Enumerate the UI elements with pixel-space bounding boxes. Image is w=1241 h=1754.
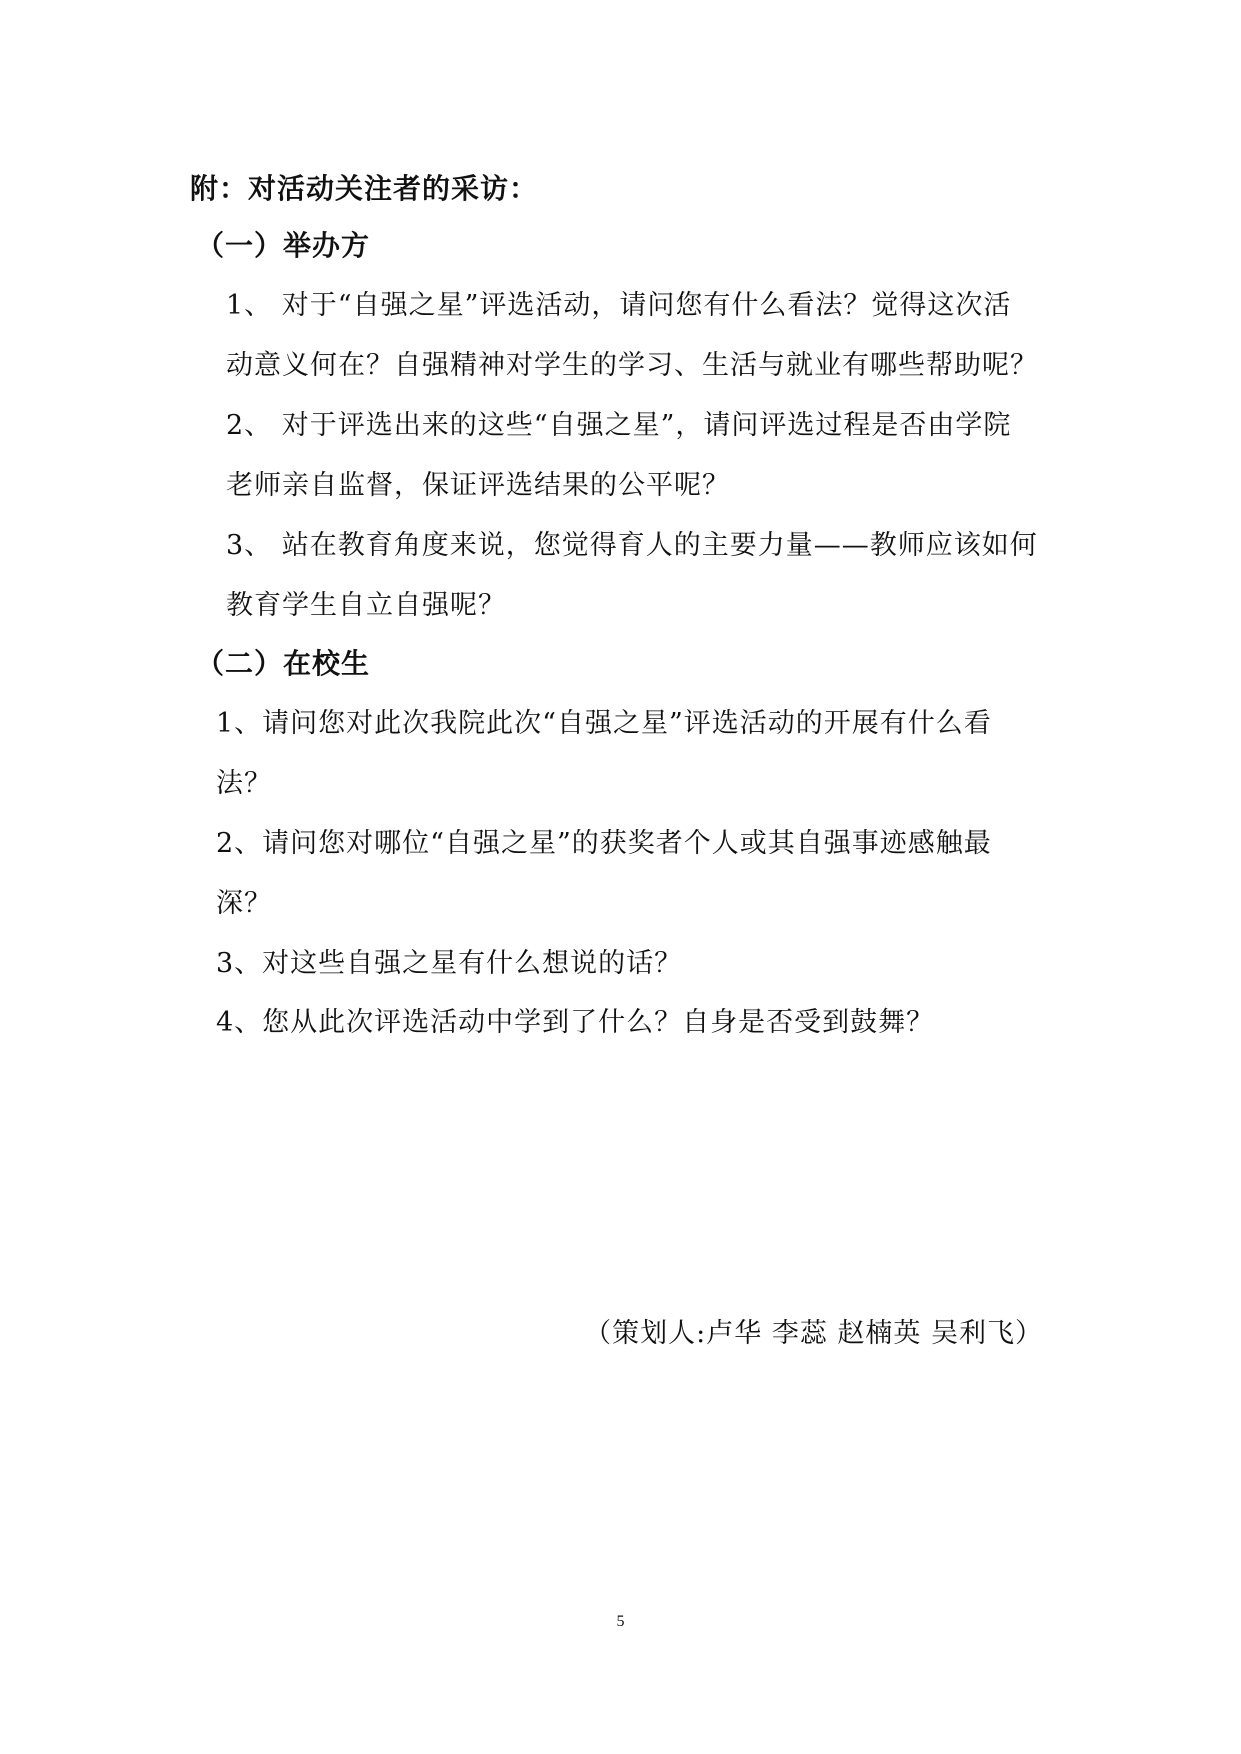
organizer-question-1-line-1: 1、 对于“自强之星”评选活动，请问您有什么看法？觉得这次活 — [226, 290, 1012, 321]
student-question-4: 4、您从此次评选活动中学到了什么？自身是否受到鼓舞？ — [216, 1007, 935, 1038]
section-heading-organizer: （一）举办方 — [196, 229, 371, 262]
page-number: 5 — [616, 1613, 625, 1630]
student-question-2-line-1: 2、请问您对哪位“自强之星”的获奖者个人或其自强事迹感触最 — [216, 828, 992, 859]
student-question-1-line-2: 法？ — [216, 768, 272, 799]
section-heading-students: （二）在校生 — [196, 647, 371, 680]
student-question-2-line-2: 深？ — [216, 888, 272, 919]
student-question-3: 3、对这些自强之星有什么想说的话？ — [216, 948, 683, 979]
appendix-title: 附：对活动关注者的采访： — [190, 172, 539, 205]
organizer-question-2-line-1: 2、 对于评选出来的这些“自强之星”，请问评选过程是否由学院 — [226, 410, 1012, 441]
organizer-question-2-line-2: 老师亲自监督，保证评选结果的公平呢？ — [226, 470, 730, 501]
organizer-question-1-line-2: 动意义何在？自强精神对学生的学习、生活与就业有哪些帮助呢？ — [226, 350, 1038, 381]
organizer-question-3-line-1: 3、 站在教育角度来说，您觉得育人的主要力量——教师应该如何 — [226, 530, 1038, 561]
planners-credit: （策划人:卢华 李蕊 赵楠英 吴利飞） — [584, 1318, 1043, 1349]
student-question-1-line-1: 1、请问您对此次我院此次“自强之星”评选活动的开展有什么看 — [216, 708, 992, 739]
organizer-question-3-line-2: 教育学生自立自强呢？ — [226, 590, 506, 621]
